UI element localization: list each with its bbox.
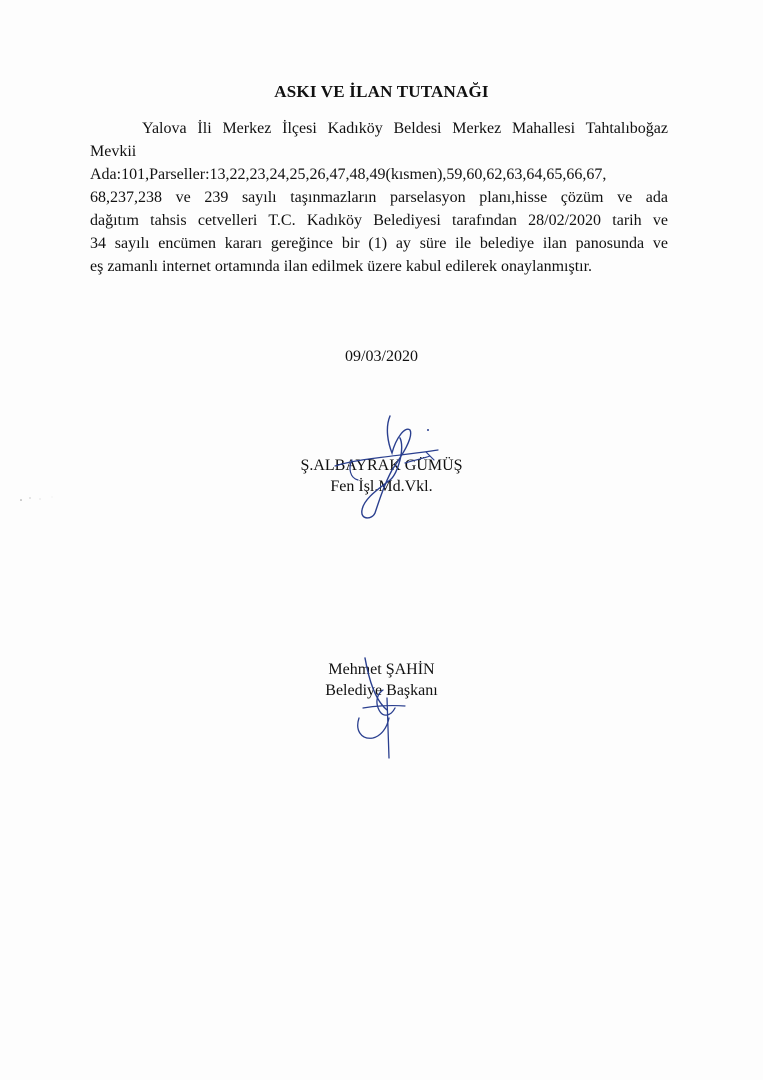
scan-speck xyxy=(18,494,58,504)
body-line: Mevkii xyxy=(90,143,137,160)
body-line: eş zamanlı internet ortamında ilan edilmek üzere kabul edilerek onaylanmıştır. xyxy=(90,258,593,275)
document-title: ASKI VE İLAN TUTANAĞI xyxy=(274,82,489,101)
document-date: 09/03/2020 xyxy=(345,348,418,365)
body-line: Yalova İli Merkez İlçesi Kadıköy Beldesi Merkez Mahallesi Tahtalıboğaz xyxy=(142,120,668,137)
document-body xyxy=(90,117,668,278)
signatory-block-2 xyxy=(0,659,763,701)
body-line: 68,237,238 ve 239 sayılı taşınmazların parselasyon planı,hisse çözüm ve ada xyxy=(90,189,668,206)
signatory-role: Belediye Başkanı xyxy=(325,682,438,699)
signatory-block-1 xyxy=(0,455,763,497)
body-line: Ada:101,Parseller:13,22,23,24,25,26,47,48,49(kısmen),59,60,62,63,64,65,66,67, xyxy=(90,166,607,183)
signatory-role: Fen İşl.Md.Vkl. xyxy=(330,478,433,495)
signatory-name: Ş.ALBAYRAK GÜMÜŞ xyxy=(300,457,463,474)
signatory-name: Mehmet ŞAHİN xyxy=(328,661,435,678)
body-line: 34 sayılı encümen kararı gereğince bir (1) ay süre ile belediye ilan panosunda ve xyxy=(90,235,668,252)
body-line: dağıtım tahsis cetvelleri T.C. Kadıköy Belediyesi tarafından 28/02/2020 tarih ve xyxy=(90,212,668,229)
